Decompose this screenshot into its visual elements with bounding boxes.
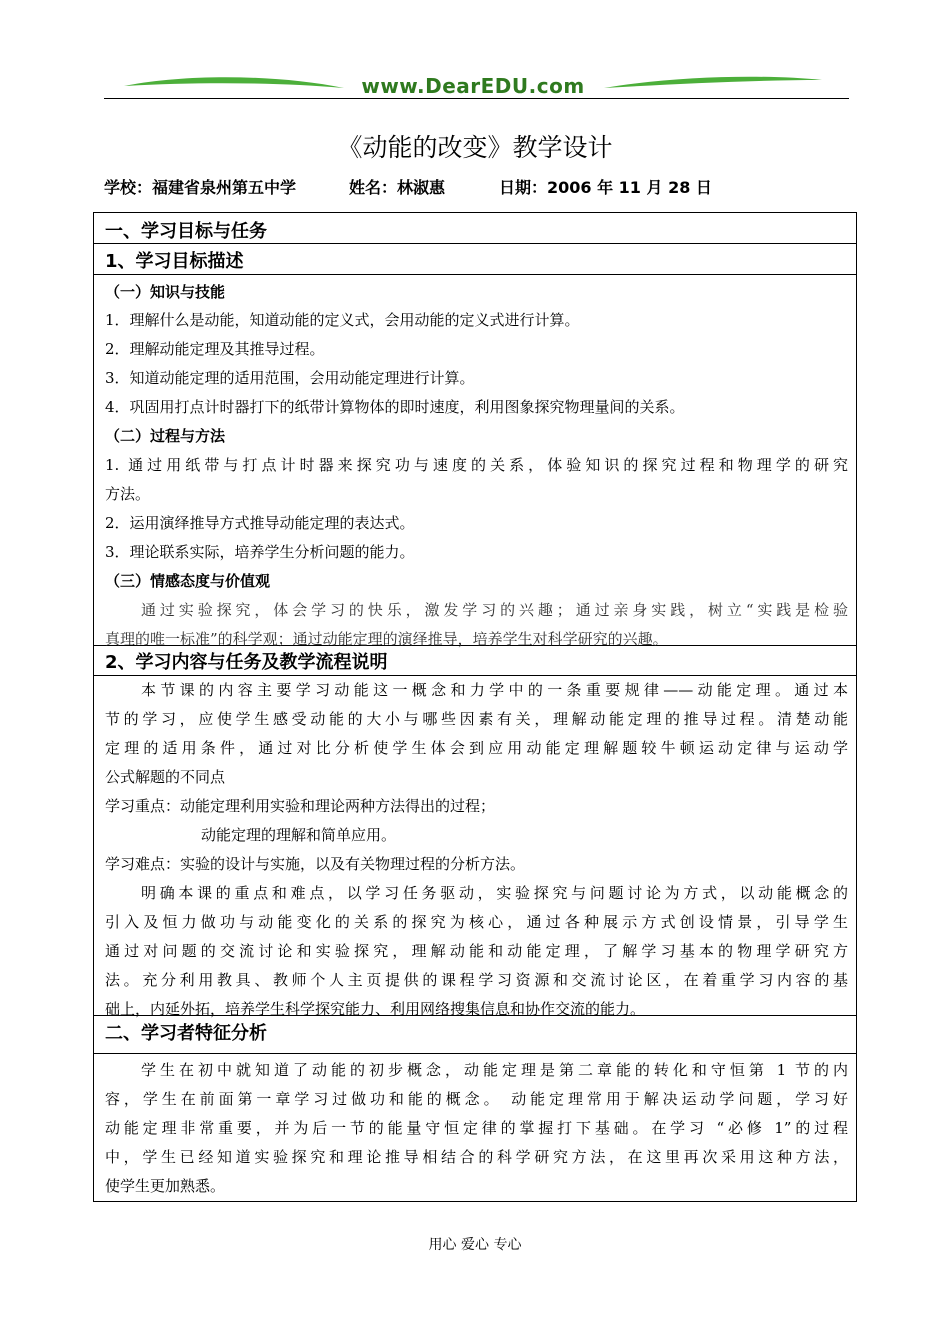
document-title: 《动能的改变》教学设计: [337, 133, 613, 162]
section-1-2-heading: 2、学习内容与任务及教学流程说明: [105, 652, 388, 673]
content-line-12: 础上，内延外拓，培养学生科学探究能力、利用网络搜集信息和协作交流的能力。: [105, 1000, 646, 1018]
document-meta: [104, 175, 864, 198]
page-footer: 用心 爱心 专心: [428, 1237, 522, 1253]
knowledge-line-1: 1．理解什么是动能，知道动能的定义式，会用动能的定义式进行计算。: [105, 311, 580, 329]
section-1-1-heading-row: [93, 244, 857, 275]
section-1-1-heading: 1、学习目标描述: [105, 251, 244, 272]
knowledge-line-4: 4．巩固用打点计时器打下的纸带计算物体的即时速度，利用图象探究物理量间的关系。: [105, 398, 685, 416]
content-line-10: 通过对问题的交流讨论和实验探究，理解动能和动能定理，了解学习基本的物理学研究方: [105, 942, 848, 960]
learner-line-4: 中，学生已经知道实验探究和理论推导相结合的科学研究方法，在这里再次采用这种方法，: [105, 1148, 848, 1166]
header-divider: [104, 98, 849, 99]
emotion-line-1: 通过实验探究，体会学习的快乐，激发学习的兴趣；通过亲身实践，树立“实践是检验: [141, 601, 848, 619]
knowledge-heading: （一）知识与技能: [105, 283, 226, 301]
process-heading: （二）过程与方法: [105, 427, 226, 445]
content-line-4: 公式解题的不同点: [105, 768, 226, 786]
meta-name: 姓名：林淑惠: [349, 178, 446, 197]
section-1-2-heading-row: [93, 646, 857, 676]
content-line-1: 本节课的内容主要学习动能这一概念和力学中的一条重要规律——动能定理。通过本: [141, 681, 848, 699]
section-2-heading-row: [93, 1016, 857, 1054]
knowledge-line-3: 3．知道动能定理的适用范围，会用动能定理进行计算。: [105, 369, 475, 387]
meta-school: 学校：福建省泉州第五中学: [104, 178, 297, 197]
learner-line-5: 使学生更加熟悉。: [105, 1177, 226, 1195]
section-1-heading: 一、学习目标与任务: [105, 221, 267, 242]
learner-line-3: 动能定理非常重要，并为后一节的能量守恒定律的掌握打下基础。在学习 “必修 1”的过程: [105, 1119, 848, 1137]
learner-line-1: 学生在初中就知道了动能的初步概念，动能定理是第二章能的转化和守恒第 1 节的内: [141, 1061, 848, 1079]
key-points-line-2: 动能定理的理解和简单应用。: [201, 826, 397, 844]
process-line-1: 1. 通过用纸带与打点计时器来探究功与速度的关系，体验知识的探究过程和物理学的研究: [105, 456, 848, 474]
difficulties-line: 学习难点：实验的设计与实施，以及有关物理过程的分析方法。: [105, 855, 526, 873]
content-block: [93, 676, 857, 1016]
learner-line-2: 容，学生在前面第一章学习过做功和能的概念。 动能定理常用于解决运动学问题，学习好: [105, 1090, 848, 1108]
section-2-heading: 二、学习者特征分析: [105, 1023, 267, 1044]
section-1-heading-row: [93, 212, 857, 244]
process-line-4: 3．理论联系实际，培养学生分析问题的能力。: [105, 543, 415, 561]
meta-date: 日期：2006 年 11 月 28 日: [499, 178, 712, 197]
emotion-heading: （三）情感态度与价值观: [105, 572, 271, 590]
knowledge-line-2: 2．理解动能定理及其推导过程。: [105, 340, 325, 358]
content-line-8: 明确本课的重点和难点，以学习任务驱动，实验探究与问题讨论为方式，以动能概念的: [141, 884, 848, 902]
emotion-line-2: 真理的唯一标准”的科学观；通过动能定理的演绎推导，培养学生对科学研究的兴趣。: [105, 630, 668, 648]
site-logo-text: www.DearEDU.com: [361, 74, 585, 98]
content-line-9: 引入及恒力做功与动能变化的关系的探究为核心，通过各种展示方式创设情景，引导学生: [105, 913, 848, 931]
content-line-3: 定理的适用条件，通过对比分析使学生体会到应用动能定理解题较牛顿运动定律与运动学: [105, 739, 848, 757]
key-points-line: 学习重点：动能定理利用实验和理论两种方法得出的过程；: [105, 797, 496, 815]
content-line-2: 节的学习，应使学生感受动能的大小与哪些因素有关，理解动能定理的推导过程。清楚动能: [105, 710, 848, 728]
process-line-3: 2．运用演绎推导方式推导动能定理的表达式。: [105, 514, 415, 532]
goals-block: [93, 275, 857, 646]
content-line-11: 法。充分利用教具、教师个人主页提供的课程学习资源和交流讨论区，在着重学习内容的基: [105, 971, 848, 989]
process-line-2: 方法。: [105, 485, 151, 503]
learner-block: [93, 1054, 857, 1202]
